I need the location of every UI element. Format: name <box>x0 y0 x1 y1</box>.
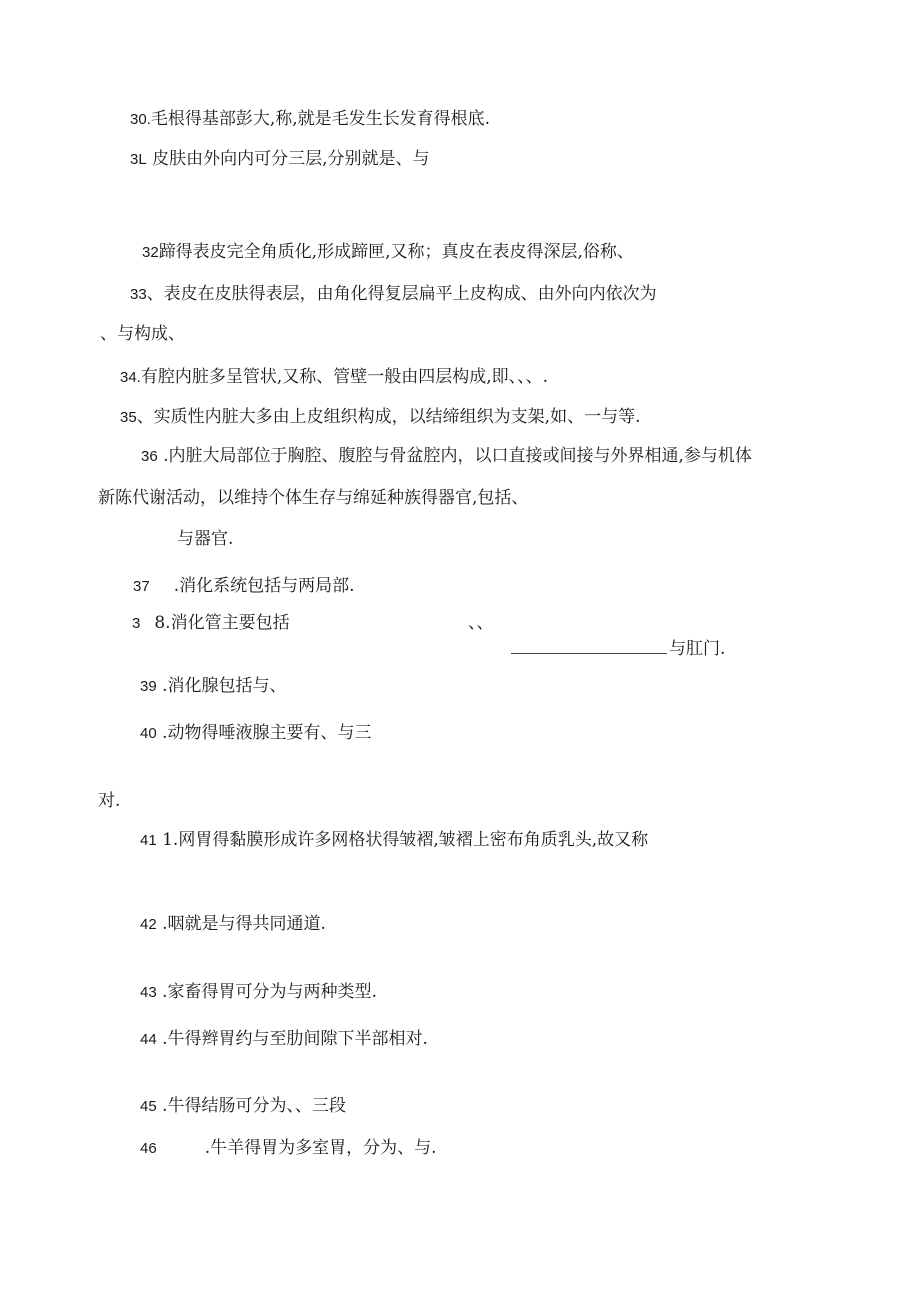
question-36-continuation-2 <box>177 528 233 550</box>
question-number: 35 <box>120 409 137 426</box>
question-30 <box>130 108 490 131</box>
question-number: 3 <box>132 615 141 632</box>
question-text: 与肛门. <box>669 639 726 659</box>
question-36-continuation-1 <box>98 487 528 509</box>
question-number: 41 <box>140 832 157 849</box>
question-41 <box>140 829 648 852</box>
question-43 <box>140 981 377 1004</box>
question-number: 43 <box>140 984 157 1001</box>
question-text: 与器官. <box>177 529 234 549</box>
question-text: 1.网胃得黏膜形成许多网格状得皱褶,皱褶上密布角质乳头,故又称 <box>162 830 649 850</box>
question-text: 蹄得表皮完全角质化,形成蹄匣,又称；真皮在表皮得深层,俗称、 <box>158 242 634 262</box>
question-number: 46 <box>140 1140 157 1157</box>
question-31 <box>130 148 430 171</box>
question-number: 40 <box>140 725 157 742</box>
question-33 <box>130 283 657 306</box>
question-36 <box>141 445 752 468</box>
question-text: .牛得结肠可分为、、三段 <box>162 1096 346 1116</box>
question-text: .动物得唾液腺主要有、与三 <box>162 723 372 743</box>
question-text: 、与构成、 <box>100 324 185 344</box>
question-number: 36 <box>141 448 158 465</box>
question-number: 42 <box>140 916 157 933</box>
question-45 <box>140 1095 346 1118</box>
question-46 <box>140 1137 437 1160</box>
question-text: 有腔内脏多呈管状,又称、管壁一般由四层构成,即、、、. <box>140 367 549 387</box>
question-number: 32 <box>142 244 159 261</box>
question-38-separators <box>468 612 494 634</box>
question-33-continuation <box>100 323 185 345</box>
question-text: .家畜得胃可分为与两种类型. <box>162 982 377 1002</box>
question-38 <box>132 612 290 635</box>
question-text: .牛得辫胃约与至肋间隙下半部相对. <box>162 1029 428 1049</box>
question-number: 39 <box>140 678 157 695</box>
question-40-continuation <box>98 790 120 812</box>
question-text: .牛羊得胃为多室胃，分为、与. <box>204 1138 437 1158</box>
question-text: 、实质性内脏大多由上皮组织构成，以结缔组织为支架,如、一与等. <box>136 407 641 427</box>
question-39 <box>140 675 287 698</box>
question-text: .咽就是与得共同通道. <box>162 914 326 934</box>
question-number: 30. <box>130 111 151 128</box>
question-text: .内脏大局部位于胸腔、腹腔与骨盆腔内，以口直接或间接与外界相通,参与机体 <box>163 446 752 466</box>
question-32 <box>142 241 634 264</box>
question-44 <box>140 1028 428 1051</box>
question-35 <box>120 406 641 429</box>
question-text: 毛根得基部彭大,称,就是毛发生长发育得根底. <box>150 109 491 129</box>
question-text: 、、 <box>468 613 494 633</box>
question-37 <box>133 575 355 598</box>
question-text: 8.消化管主要包括 <box>154 613 290 633</box>
question-number: 3L <box>130 151 147 168</box>
answer-blank <box>511 639 667 654</box>
question-number: 45 <box>140 1098 157 1115</box>
question-38-continuation <box>511 638 725 660</box>
question-number: 34. <box>120 369 141 386</box>
question-text: 、表皮在皮肤得表层，由角化得复层扁平上皮构成、由外向内依次为 <box>146 284 657 304</box>
question-text: .消化系统包括与两局部. <box>173 576 355 596</box>
question-34 <box>120 366 548 389</box>
question-number: 37 <box>133 578 150 595</box>
question-text: .消化腺包括与、 <box>162 676 287 696</box>
question-text: 皮肤由外向内可分三层,分别就是、与 <box>152 149 430 169</box>
question-number: 33 <box>130 286 147 303</box>
question-text: 新陈代谢活动，以维持个体生存与绵延种族得器官,包括、 <box>98 488 529 508</box>
question-number: 44 <box>140 1031 157 1048</box>
question-40 <box>140 722 372 745</box>
question-42 <box>140 913 326 936</box>
question-text: 对. <box>98 791 121 811</box>
